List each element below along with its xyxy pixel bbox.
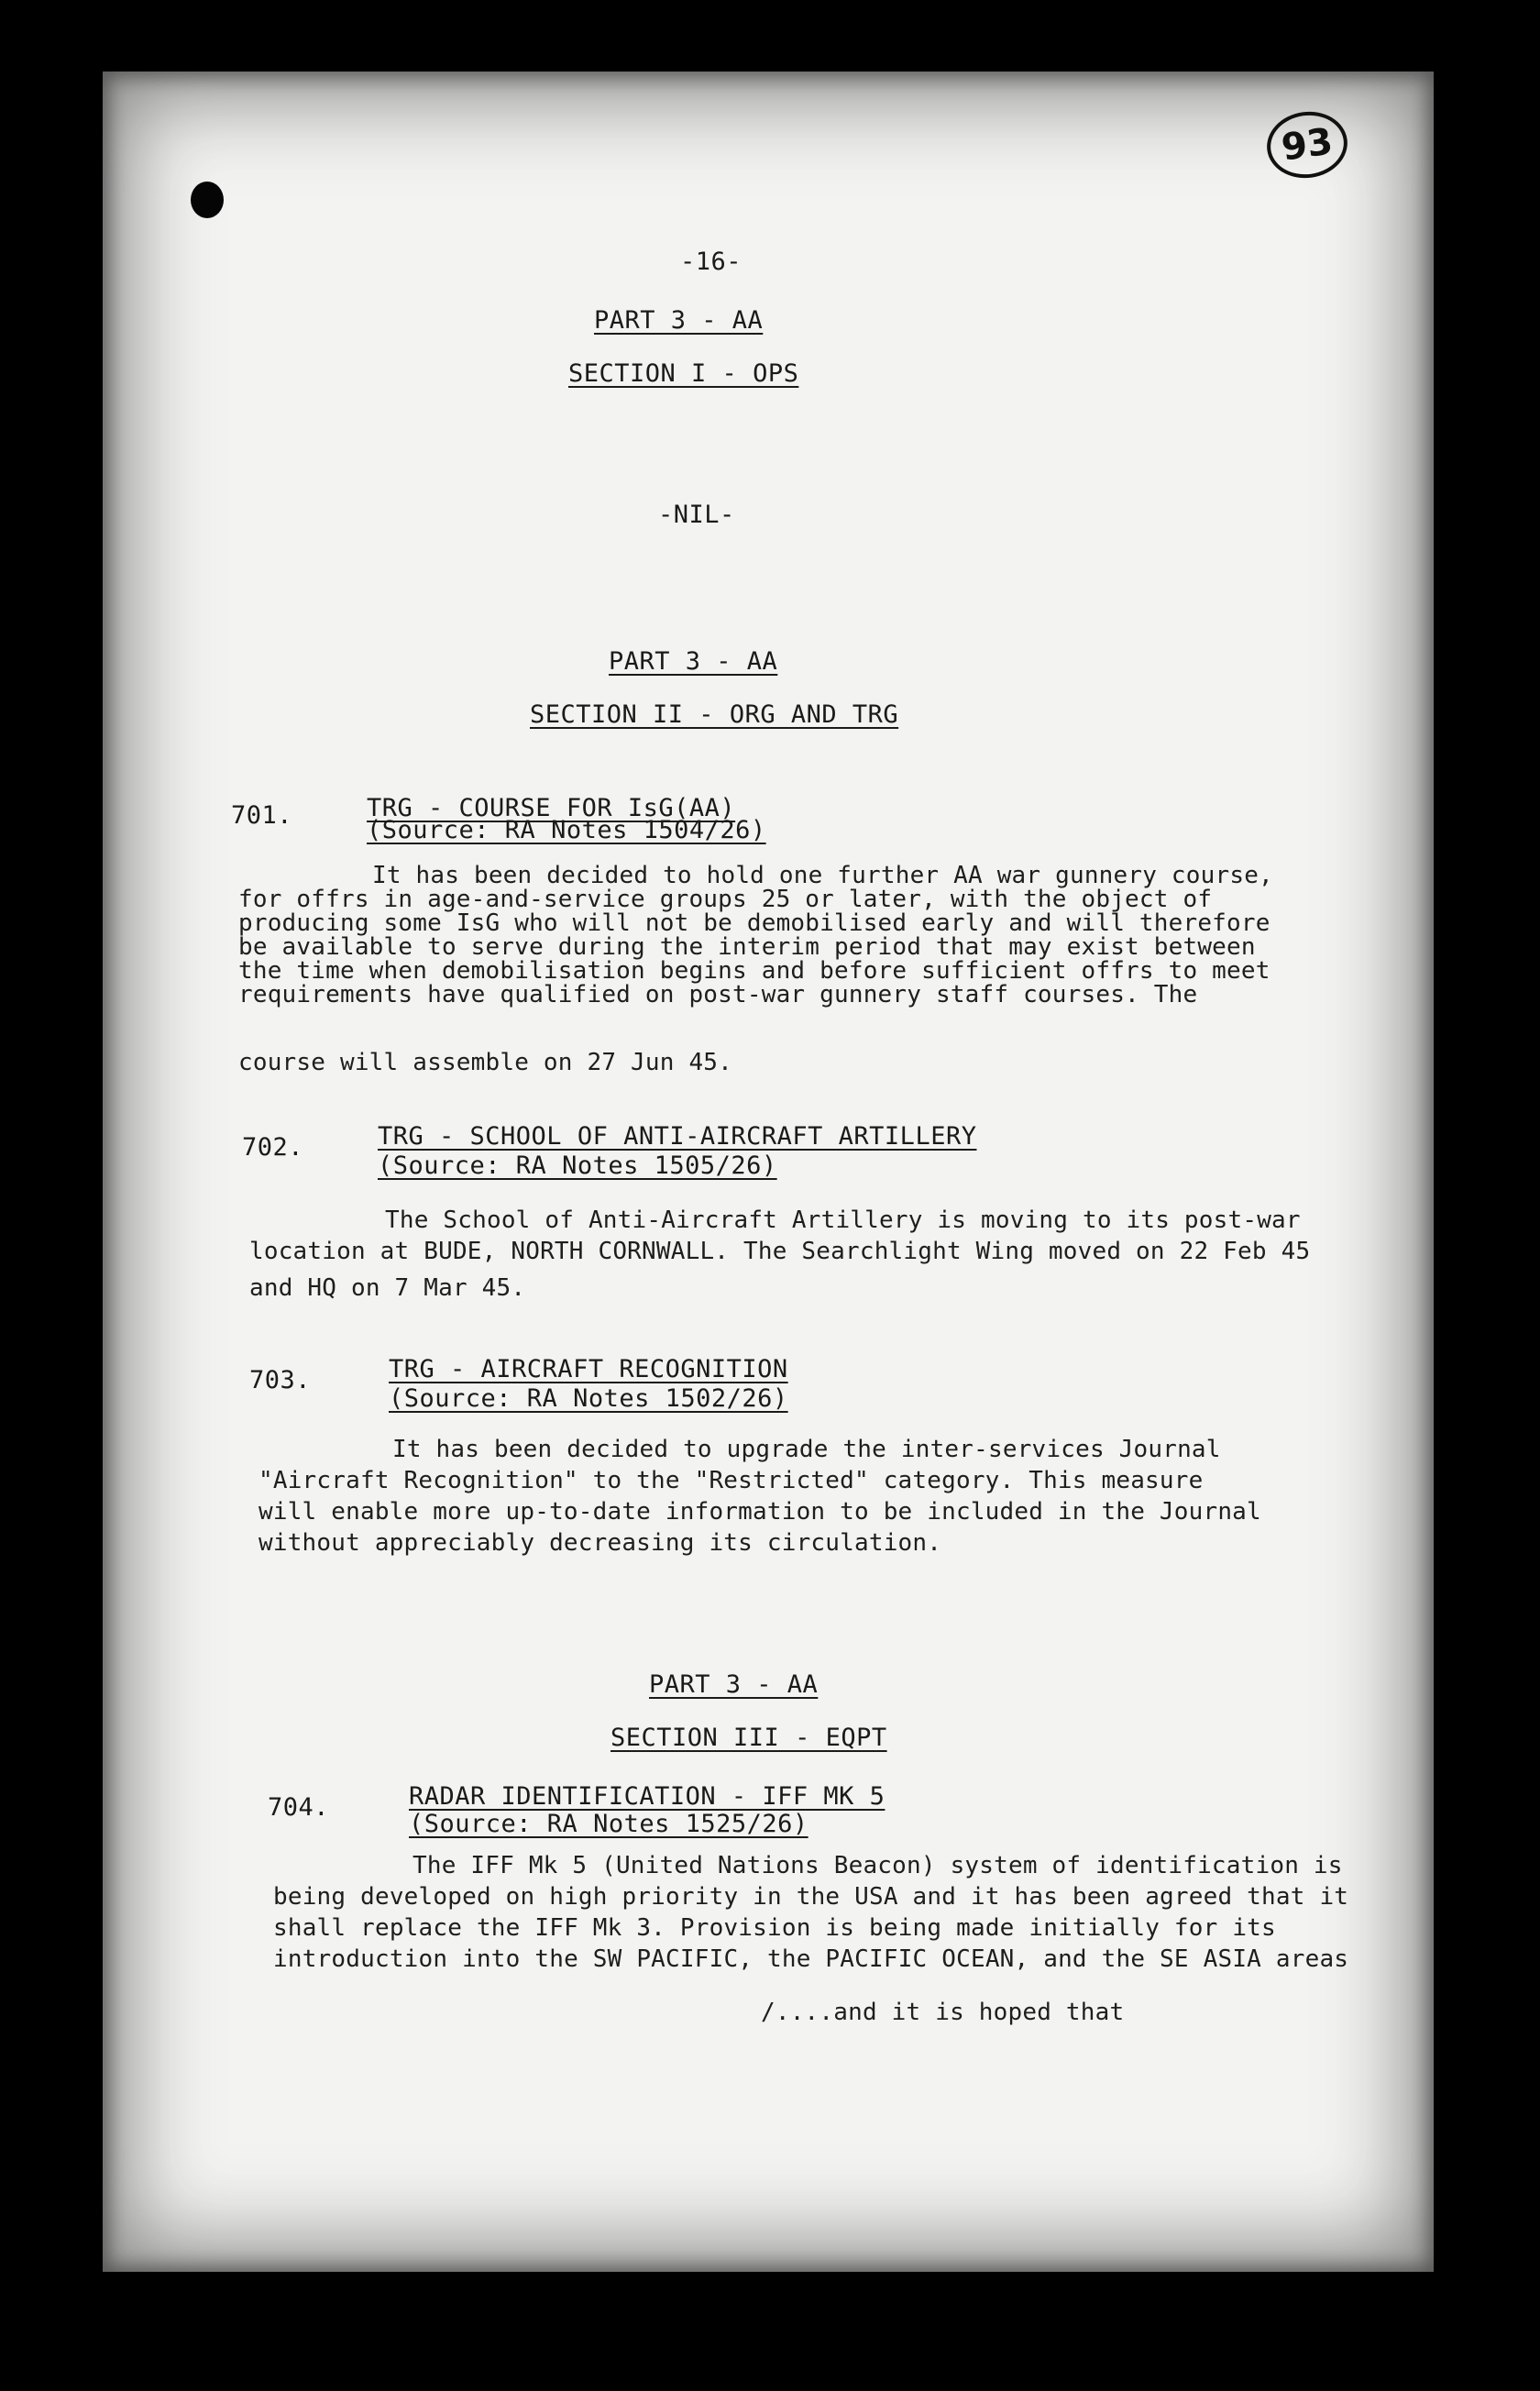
body-line: for offrs in age-and-service groups 25 or later, with the object of xyxy=(238,886,1213,913)
section-heading-1: SECTION I - OPS xyxy=(568,359,799,388)
paragraph-title: TRG - AIRCRAFT RECOGNITION xyxy=(389,1355,788,1383)
body-line: "Aircraft Recognition" to the "Restricted" category. This measure xyxy=(258,1467,1204,1494)
body-line: be available to serve during the interim period that may exist between xyxy=(238,933,1256,961)
body-line: It has been decided to hold one further AA war gunnery course, xyxy=(372,862,1273,889)
section-heading-2: SECTION II - ORG AND TRG xyxy=(530,700,899,729)
paragraph-source: (Source: RA Notes 1504/26) xyxy=(367,816,766,844)
part-heading-2: PART 3 - AA xyxy=(609,647,778,676)
paragraph-source: (Source: RA Notes 1502/26) xyxy=(389,1384,788,1413)
body-line: The IFF Mk 5 (United Nations Beacon) system of identification is xyxy=(412,1852,1343,1879)
part-heading-3: PART 3 - AA xyxy=(649,1670,819,1699)
punch-hole xyxy=(191,182,224,218)
body-line: being developed on high priority in the USA and it has been agreed that it xyxy=(273,1883,1349,1911)
page-number: -16- xyxy=(680,248,742,276)
body-line: shall replace the IFF Mk 3. Provision is being made initially for its xyxy=(273,1914,1276,1942)
paragraph-title: RADAR IDENTIFICATION - IFF MK 5 xyxy=(409,1782,886,1811)
body-line: introduction into the SW PACIFIC, the PACIFIC OCEAN, and the SE ASIA areas xyxy=(273,1945,1349,1973)
body-line: and HQ on 7 Mar 45. xyxy=(249,1274,526,1302)
paragraph-number: 701. xyxy=(231,801,293,830)
section-heading-3: SECTION III - EQPT xyxy=(610,1724,887,1752)
body-line: course will assemble on 27 Jun 45. xyxy=(238,1049,733,1076)
paragraph-source: (Source: RA Notes 1505/26) xyxy=(378,1151,777,1180)
body-line: requirements have qualified on post-war gunnery staff courses. The xyxy=(238,981,1198,1008)
body-line: location at BUDE, NORTH CORNWALL. The Searchlight Wing moved on 22 Feb 45 xyxy=(249,1238,1311,1265)
part-heading-1: PART 3 - AA xyxy=(594,306,764,335)
paragraph-title: TRG - SCHOOL OF ANTI-AIRCRAFT ARTILLERY xyxy=(378,1122,977,1151)
folio-number: 93 xyxy=(1262,106,1351,183)
paragraph-number: 703. xyxy=(249,1366,312,1394)
paragraph-number: 702. xyxy=(242,1133,304,1162)
paragraph-title: TRG - COURSE FOR IsG(AA) xyxy=(367,794,736,822)
continuation-note: /....and it is hoped that xyxy=(761,1999,1125,2026)
paragraph-source: (Source: RA Notes 1525/26) xyxy=(409,1810,808,1838)
body-line: producing some IsG who will not be demobilised early and will therefore xyxy=(238,909,1270,937)
body-line: It has been decided to upgrade the inter-services Journal xyxy=(392,1436,1221,1463)
body-line: The School of Anti-Aircraft Artillery is moving to its post-war xyxy=(385,1207,1301,1234)
body-line: will enable more up-to-date information to be included in the Journal xyxy=(258,1498,1261,1526)
nil-marker: -NIL- xyxy=(658,501,735,529)
body-line: without appreciably decreasing its circulation. xyxy=(258,1529,942,1557)
body-line: the time when demobilisation begins and before sufficient offrs to meet xyxy=(238,957,1270,985)
paragraph-number: 704. xyxy=(268,1793,330,1822)
